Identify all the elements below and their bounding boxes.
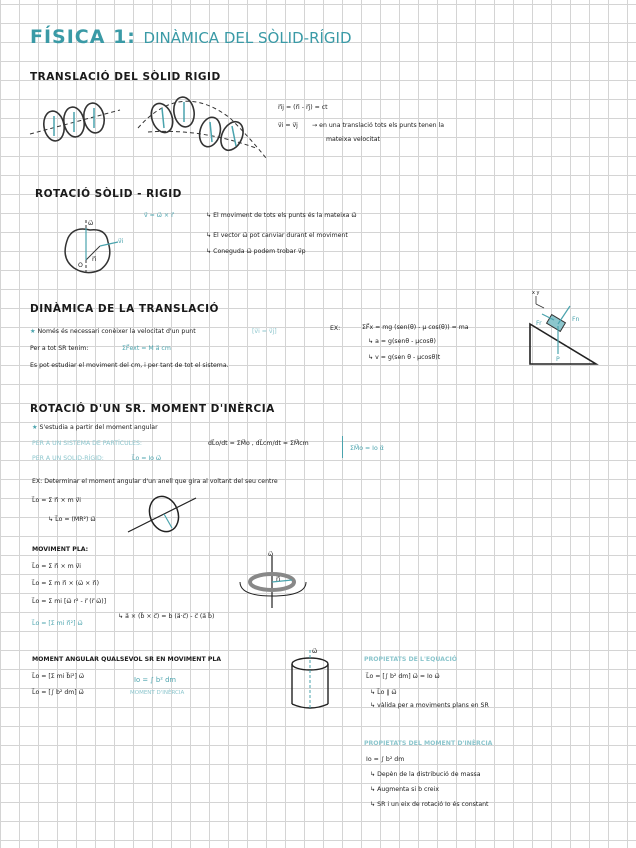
heading-rotacio-sr: ROTACIÓ D'UN SR. MOMENT D'INÈRCIA bbox=[30, 403, 275, 415]
label-fr: Fr bbox=[536, 320, 542, 327]
label-fn: Fn bbox=[572, 316, 580, 323]
star-icon: ★ bbox=[32, 424, 38, 431]
rot-note-3: ↳ Coneguda ω⃗ podem trobar v⃗p bbox=[206, 248, 306, 255]
s1-eq2: v⃗i = v⃗j bbox=[278, 122, 298, 129]
s4-eq2: ↳ L⃗o = (MR²) ω⃗ bbox=[48, 516, 96, 523]
s4-ex: EX: Determinar el moment angular d'un anell que gira al voltant del seu centre bbox=[32, 478, 278, 485]
rot-label-o: O bbox=[78, 262, 83, 269]
s1-note1: → en una translació tots els punts tenen la bbox=[312, 122, 445, 129]
s8-eq2: ↳ Depèn de la distribució de massa bbox=[370, 771, 481, 778]
translation-diagram bbox=[30, 88, 270, 163]
s4-line2f: dL⃗o/dt = ΣM⃗o , dL⃗cm/dt = ΣM⃗cm bbox=[208, 440, 309, 447]
s4-line3f: L⃗o = Io ω⃗ bbox=[132, 455, 162, 462]
rot-formula: v⃗ = ω⃗ × r⃗ bbox=[144, 212, 174, 219]
s4-line1: S'estudia a partir del moment angular bbox=[39, 424, 158, 431]
heading-translacio: TRANSLACIÓ DEL SÒLID RIGID bbox=[30, 71, 221, 83]
rotation-diagram bbox=[56, 220, 136, 280]
divider bbox=[342, 436, 343, 458]
s8-eq3: ↳ Augmenta si b creix bbox=[370, 786, 439, 793]
s6-io-label: MOMENT D'INÈRCIA bbox=[130, 690, 185, 696]
s6-eq1: L⃗o = [Σ mi b⃗i²] ω⃗ bbox=[32, 673, 85, 680]
heading-propietats-io: PROPIETATS DEL MOMENT D'INÈRCIA bbox=[364, 740, 493, 747]
plane-label-w: ω⃗ bbox=[268, 551, 274, 558]
heading-moviment-pla: MOVIMENT PLA: bbox=[32, 546, 89, 553]
label-axes: x y bbox=[532, 290, 540, 296]
s7-eq2: ↳ L⃗o ∥ ω⃗ bbox=[370, 689, 397, 696]
s1-eq1: r⃗ij = (r⃗i - r⃗j) = ct bbox=[278, 104, 328, 111]
s4-line3: PER A UN SOLID-RÍGID: bbox=[32, 455, 104, 462]
title-main: FÍSICA 1: bbox=[30, 26, 136, 48]
s3-line1: Només és necessari conèixer la velocitat d'un punt bbox=[37, 328, 196, 335]
page-title bbox=[30, 26, 352, 48]
ring-diagram bbox=[124, 494, 200, 536]
s5-eq4: ↳ a⃗ × (b⃗ × c⃗) = b (a⃗·c⃗) - c⃗ (a⃗ b⃗) bbox=[118, 613, 215, 620]
s3-ex: EX: bbox=[330, 325, 341, 332]
label-p: P bbox=[556, 356, 560, 363]
heading-dinamica: DINÀMICA DE LA TRANSLACIÓ bbox=[30, 303, 219, 315]
star-icon: ★ bbox=[30, 328, 36, 335]
s3-eq1: ΣF⃗x = mg (sen(θ) - μ cos(θ)) = ma bbox=[362, 324, 469, 331]
s4-line2r: ΣM⃗o = Io α⃗ bbox=[350, 445, 384, 452]
s5-eq1: L⃗o = Σ r⃗i × m v⃗i bbox=[32, 563, 81, 570]
s6-eq2: L⃗o = [∫ b² dm] ω⃗ bbox=[32, 689, 84, 696]
rot-note-2: ↳ El vector ω⃗ pot canviar durant el moviment bbox=[206, 232, 348, 239]
s3-line1b: [v⃗i = v⃗j] bbox=[252, 328, 277, 335]
s5-eq2: L⃗o = Σ m r⃗i × (ω⃗ × r⃗i) bbox=[32, 580, 99, 587]
cylinder-label-w: ω⃗ bbox=[312, 648, 318, 655]
s3-line3: Es pot estudiar el moviment del cm, i per tant de tot el sistema. bbox=[30, 362, 229, 369]
heading-moment-angular: MOMENT ANGULAR QUALSEVOL SR EN MOVIMENT PLA bbox=[32, 656, 222, 663]
plane-motion-diagram bbox=[236, 556, 316, 612]
rot-label-vi: v⃗i bbox=[118, 238, 124, 245]
heading-rotacio: ROTACIÓ SÒLID - RIGID bbox=[35, 188, 182, 200]
rot-note-1: ↳ El moviment de tots els punts és la mateixa ω⃗ bbox=[206, 212, 357, 219]
s3-line2: Per a tot SR tenim: bbox=[30, 345, 89, 352]
s5-eq3: L⃗o = Σ mi [ω⃗ r² - r⃗ (r⃗ ω⃗)] bbox=[32, 598, 107, 605]
s4-line2: PER A UN SISTEMA DE PARTÍCULES: bbox=[32, 440, 143, 447]
title-sub: DINÀMICA DEL SÒLID-RÍGID bbox=[143, 29, 352, 47]
s7-eq3: ↳ vàlida per a moviments plans en SR bbox=[370, 702, 489, 709]
s5-eq5: L⃗o = [Σ mi r⃗i²] ω⃗ bbox=[32, 620, 83, 627]
s1-note2: mateixa velocitat bbox=[326, 136, 380, 143]
s8-eq1: Io = ∫ b² dm bbox=[366, 756, 405, 763]
s4-eq1: L⃗o = Σ r⃗i × m v⃗i bbox=[32, 497, 81, 504]
s7-eq1: L⃗o = [∫ b² dm] ω⃗ = Io ω⃗ bbox=[366, 673, 440, 680]
s3-eq3: ↳ v = g(sen θ - μcosθ)t bbox=[368, 354, 441, 361]
rot-label-ri: r⃗i bbox=[92, 256, 97, 263]
heading-propietats-eq: PROPIETATS DE L'EQUACIÓ bbox=[364, 656, 458, 663]
cylinder-diagram bbox=[286, 654, 334, 714]
s8-eq4: ↳ SR i un eix de rotació Io és constant bbox=[370, 801, 489, 808]
rot-label-w: ω⃗ bbox=[88, 220, 94, 227]
s3-line2b: ΣF⃗ext = M a⃗ cm bbox=[122, 345, 171, 352]
incline-diagram bbox=[528, 296, 600, 368]
s3-eq2: ↳ a = g(senθ - μcosθ) bbox=[368, 338, 436, 345]
s6-io: Io = ∫ b² dm bbox=[134, 676, 177, 684]
plane-label-r: r⃗i bbox=[276, 576, 281, 583]
